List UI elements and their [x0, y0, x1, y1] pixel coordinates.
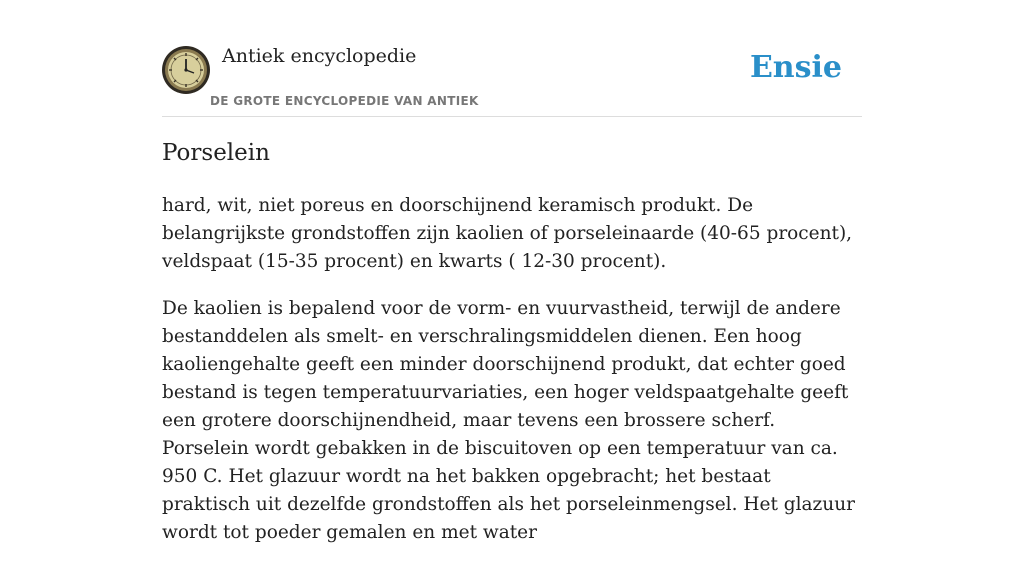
antique-clock-icon[interactable]: [162, 46, 210, 94]
site-name[interactable]: Antiek encyclopedie: [222, 45, 417, 67]
article-body: [162, 192, 862, 566]
ensie-brand-link[interactable]: Ensie: [749, 50, 842, 85]
article-paragraph: De kaolien is bepalend voor de vorm- en vuurvastheid, terwijl de andere bestanddelen als smelt- en verschralingsmiddelen dienen. Een hoog kaoliengehalte geeft een minder doorschijnend produkt, dat echter goed bestand is tegen temperatuurvariaties, een hoger veldspaatgehalte geeft een grotere doorschijnendheid, maar tevens een brossere scherf. Porselein wordt gebakken in de biscuitoven op een temperatuur van ca. 950 C. Het glazuur wordt na het bakken opgebracht; het bestaat praktisch uit dezelfde grondstoffen als het porseleinmengsel. Het glazuur wordt tot poeder gemalen en met water: [162, 298, 855, 543]
site-tagline: DE GROTE ENCYCLOPEDIE VAN ANTIEK: [210, 94, 479, 108]
article-paragraph: hard, wit, niet poreus en doorschijnend keramisch produkt. De belangrijkste grondstoffen zijn kaolien of porseleinaarde (40-65 procent), veldspaat (15-35 procent) en kwarts ( 12-30 procent).: [162, 195, 853, 272]
page-title: Porselein: [162, 140, 270, 166]
content-column: [162, 0, 862, 543]
site-header: [162, 0, 862, 117]
